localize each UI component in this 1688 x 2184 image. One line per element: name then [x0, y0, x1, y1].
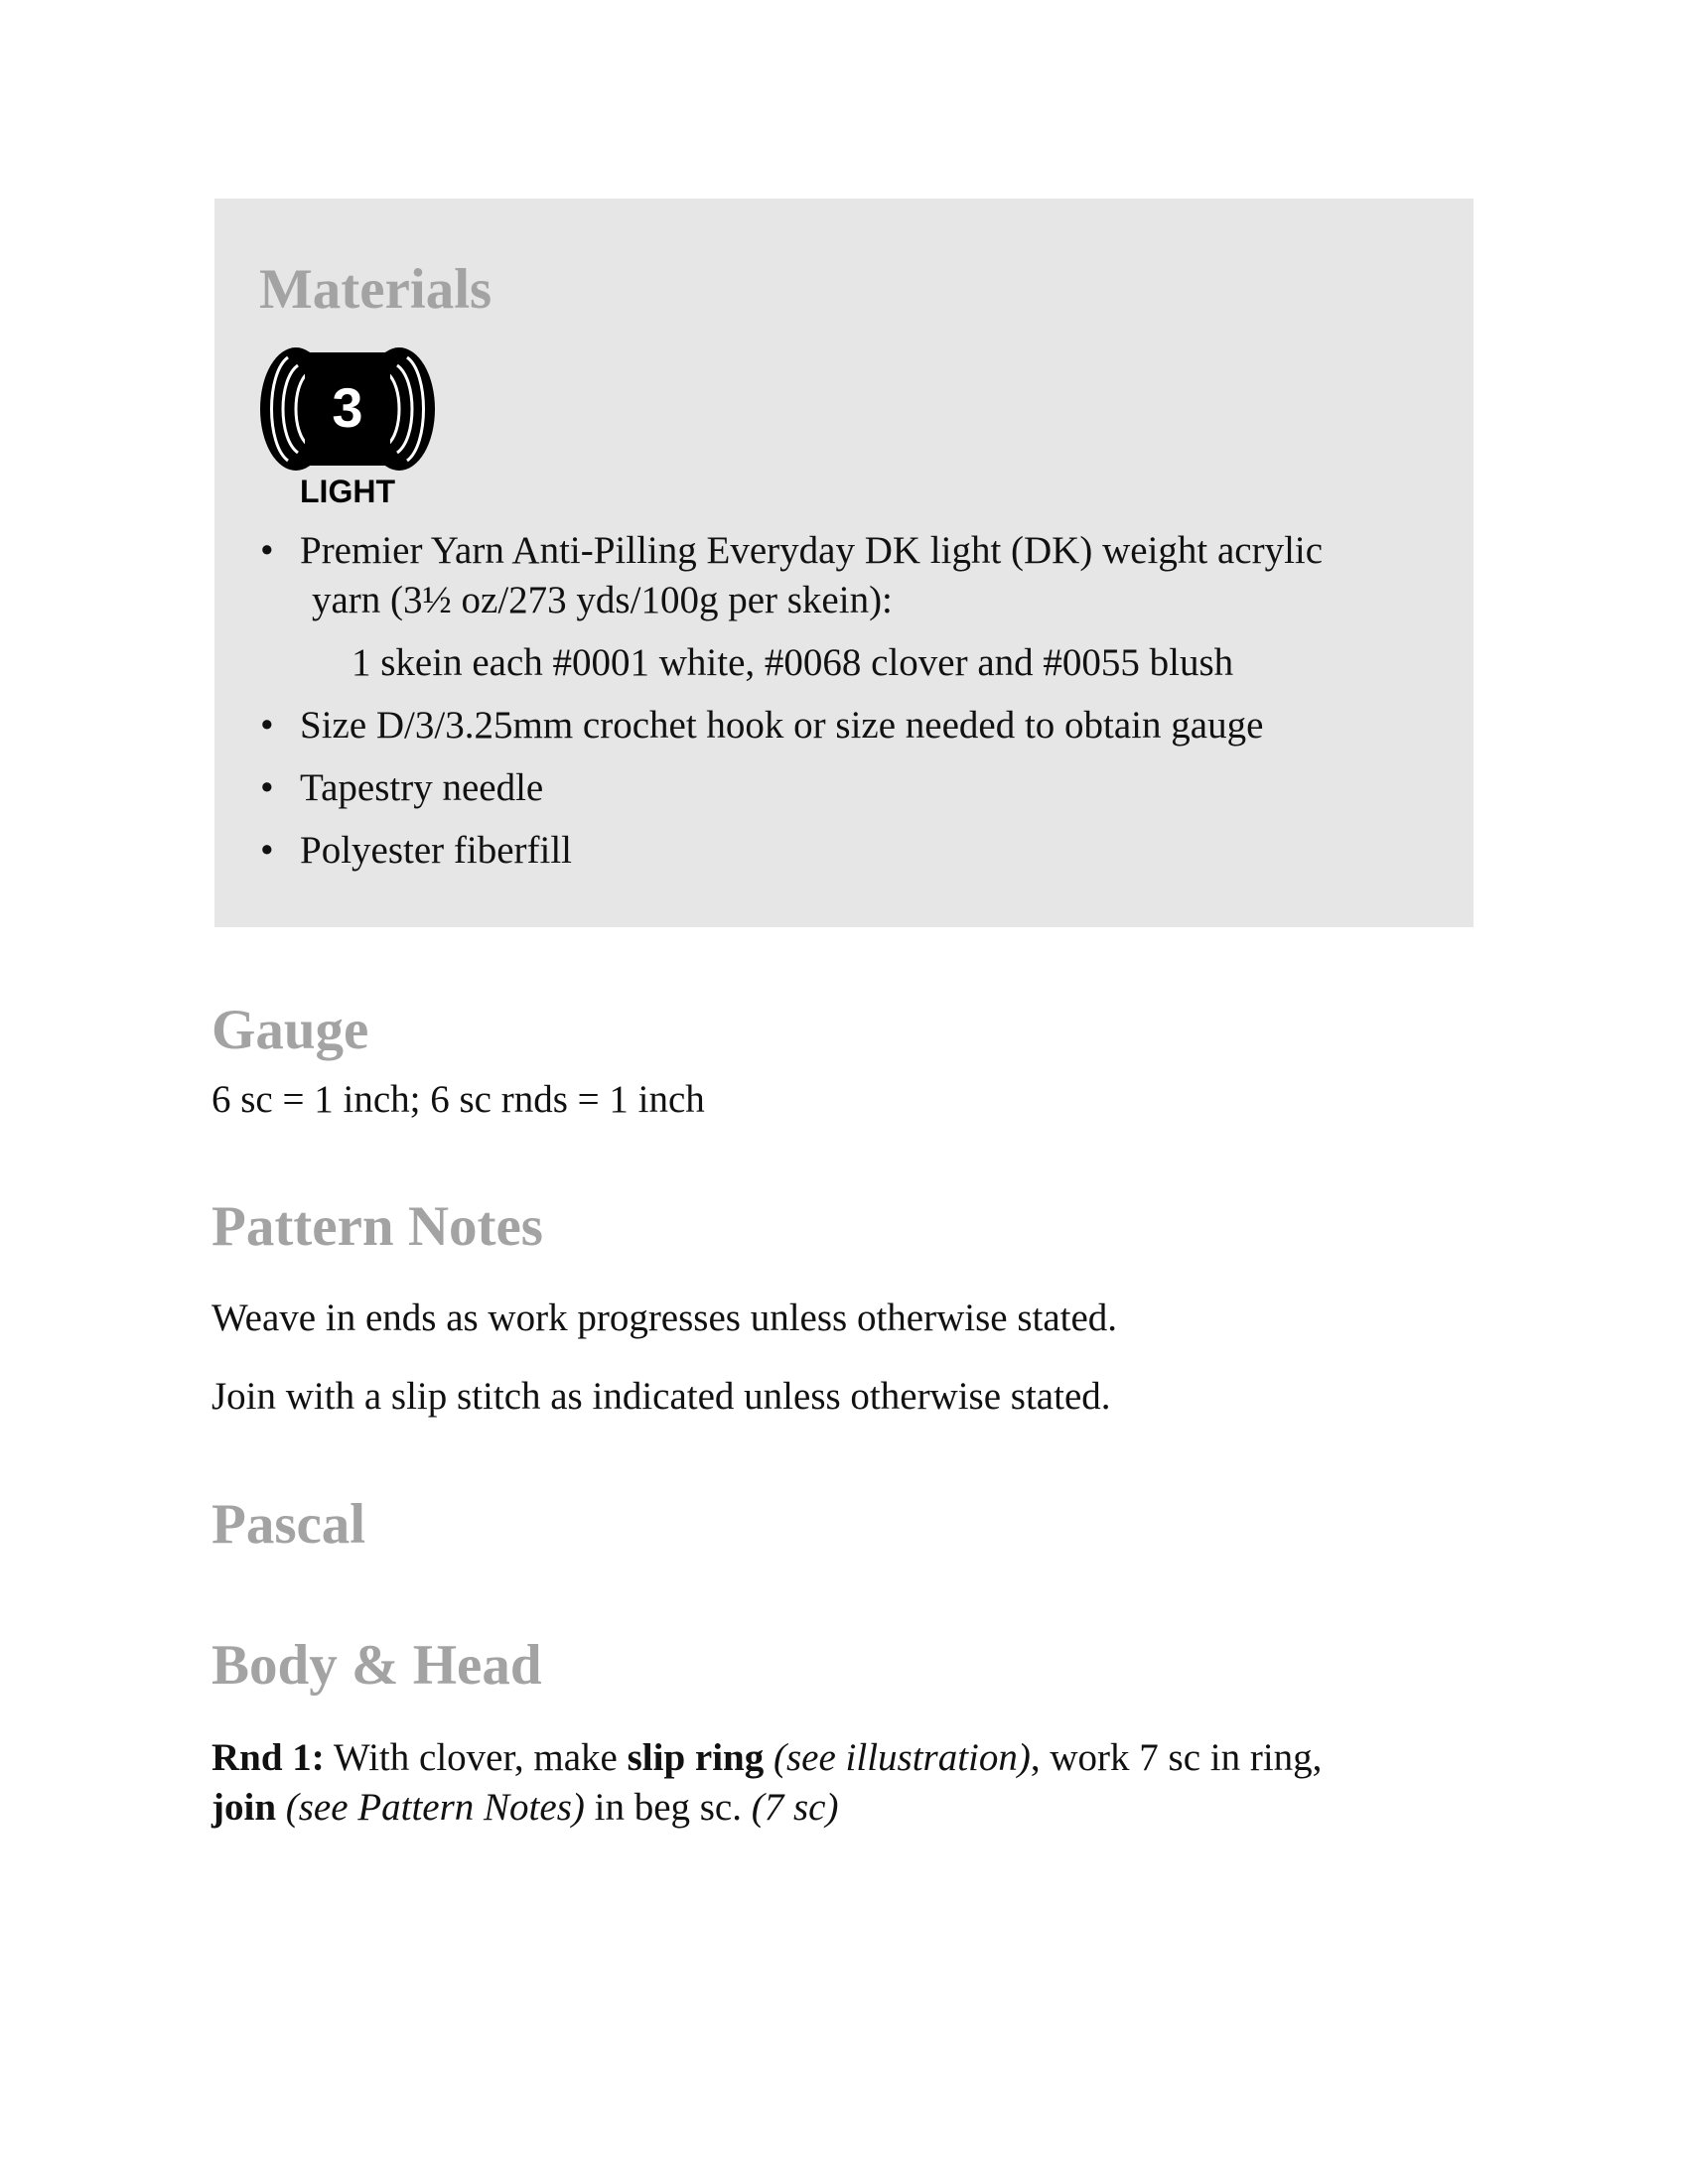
- bullet: •: [260, 704, 274, 747]
- rnd-1-italic-note: (see illustration): [764, 1736, 1031, 1779]
- materials-item-4: Polyester fiberfill: [300, 829, 573, 872]
- pattern-note-1: Weave in ends as work progresses unless otherwise stated.: [211, 1297, 1118, 1339]
- materials-item-1-line2: yarn (3½ oz/273 yds/100g per skein):: [312, 579, 893, 621]
- gauge-heading: Gauge: [211, 999, 369, 1061]
- list-item: [260, 701, 1432, 751]
- pattern-notes-heading: Pattern Notes: [211, 1195, 543, 1258]
- rnd-1-bold-term: slip ring: [627, 1736, 765, 1779]
- yarn-weight-number: 3: [332, 376, 363, 439]
- materials-item-1-sub: 1 skein each #0001 white, #0068 clover and #0055 blush: [352, 641, 1234, 684]
- yarn-weight-label: LIGHT: [300, 474, 395, 509]
- rnd-label: Rnd 1:: [211, 1736, 325, 1779]
- body-head-heading: Body & Head: [211, 1634, 542, 1697]
- rnd-1-stitch-count: (7 sc): [751, 1786, 839, 1829]
- rnd-1-italic-note: (see Pattern Notes): [276, 1786, 585, 1829]
- rnd-1-text: With clover, make: [324, 1736, 628, 1779]
- rnd-1-text: in beg sc.: [584, 1786, 752, 1829]
- gauge-text: 6 sc = 1 inch; 6 sc rnds = 1 inch: [211, 1078, 705, 1121]
- rnd-1-text: , work 7 sc in ring,: [1030, 1736, 1323, 1779]
- bullet: •: [260, 529, 274, 572]
- materials-heading: Materials: [259, 258, 492, 321]
- materials-list: [260, 526, 1432, 876]
- list-item: [260, 826, 1432, 876]
- materials-item-3: Tapestry needle: [300, 766, 544, 809]
- bullet: •: [260, 829, 274, 872]
- rnd-1-instruction: [211, 1733, 1463, 1833]
- rnd-1-bold-term: join: [211, 1786, 277, 1829]
- materials-item-2: Size D/3/3.25mm crochet hook or size needed to obtain gauge: [300, 704, 1264, 747]
- bullet: •: [260, 766, 274, 809]
- list-item: [260, 526, 1432, 688]
- pascal-heading: Pascal: [211, 1493, 366, 1556]
- pattern-note-2: Join with a slip stitch as indicated unless otherwise stated.: [211, 1375, 1111, 1418]
- yarn-weight-symbol-icon: [258, 343, 437, 512]
- materials-item-1-line1: Premier Yarn Anti-Pilling Everyday DK light (DK) weight acrylic: [300, 529, 1324, 572]
- list-item: [260, 763, 1432, 813]
